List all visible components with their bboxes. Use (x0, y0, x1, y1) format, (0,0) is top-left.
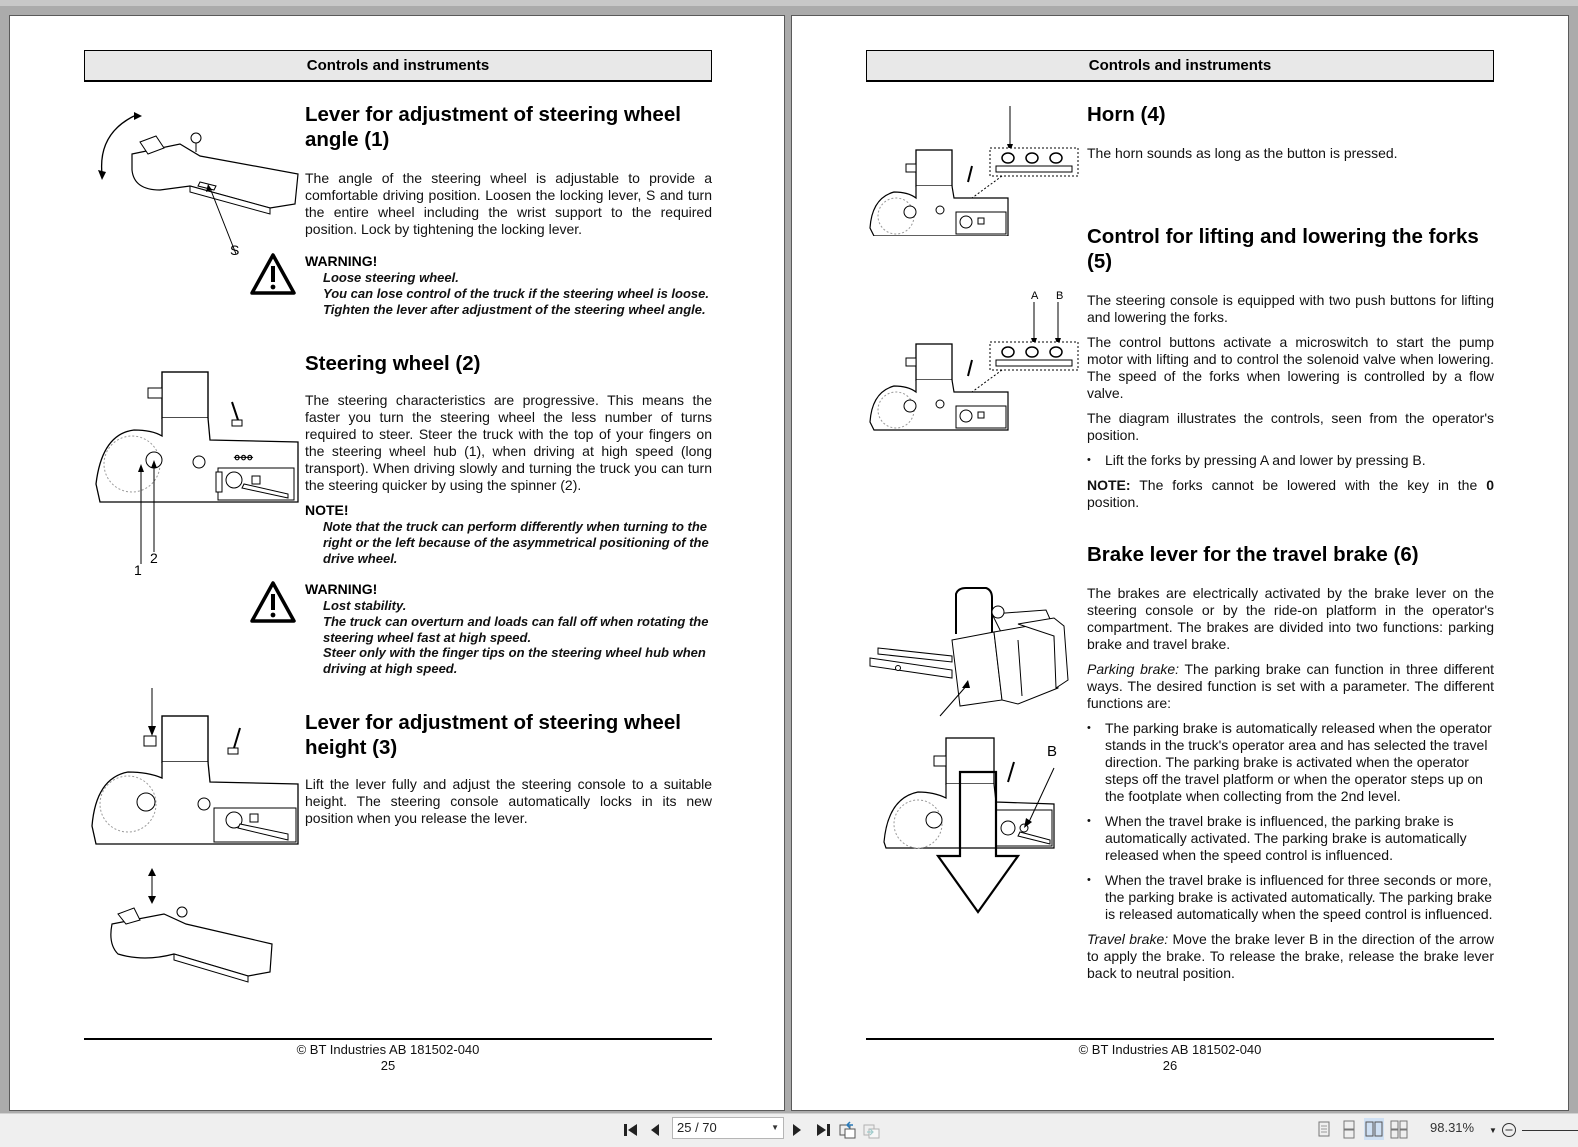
page-25 (9, 15, 785, 1111)
bullet-item: • The parking brake is automatically released when the operator stands in the truck's operator area and has selected the travel direction. The parking brake is activated when the operator steps off the travel platform or when the operator steps up on the footplate when collecting from the 2nd level. (1087, 720, 1494, 805)
svg-text:ꝋꝋꝋ: ꝋꝋꝋ (234, 452, 254, 462)
footer-copyright: © BT Industries AB 181502-040 (1078, 1042, 1262, 1057)
page-26 (791, 15, 1569, 1111)
note-title: NOTE! (305, 502, 349, 518)
two-page-view-button[interactable] (1364, 1118, 1384, 1140)
fork-control-figure (868, 302, 1080, 432)
next-view-button[interactable] (862, 1118, 882, 1142)
figure-label-b: B (1056, 290, 1064, 302)
fork-control-bullets (1087, 452, 1494, 469)
continuous-page-icon (1339, 1118, 1359, 1140)
section-title-steering-angle: Lever for adjustment of steering wheel angle (1) (305, 103, 681, 151)
next-page-button[interactable] (788, 1118, 806, 1142)
page-dropdown-icon[interactable]: ▼ (771, 1123, 779, 1132)
warning-title: WARNING! (305, 253, 378, 269)
continuous-view-button[interactable] (1339, 1118, 1359, 1140)
section-title-steering-wheel: Steering wheel (2) (305, 352, 481, 375)
last-page-button[interactable] (812, 1118, 834, 1142)
section-title-brake-lever: Brake lever for the travel brake (6) (1087, 543, 1419, 566)
next-view-icon (863, 1121, 881, 1139)
note-text: Note that the truck can perform differently when turning to the right or the left because of the asymmetrical positioning of the drive wheel. (323, 519, 709, 566)
steering-wheel-figure (92, 364, 302, 574)
two-page-continuous-icon (1389, 1118, 1409, 1140)
figure-label-1: 1 (134, 562, 142, 578)
steering-angle-figure (90, 104, 302, 274)
warning-text: Loose steering wheel. You can lose control of the truck if the steering wheel is loose. Tighten the lever after adjustment of the steering wheel angle. (323, 270, 709, 317)
first-page-button[interactable] (620, 1118, 642, 1142)
travel-brake-paragraph: Travel brake: Move the brake lever B in the direction of the arrow to apply the brake. To release the brake, release the brake lever back to neutral position. (1087, 931, 1494, 981)
figure-label-s: S (230, 242, 240, 258)
figure-label-a: A (1031, 290, 1039, 302)
bottom-toolbar (0, 1113, 1578, 1147)
section-body-steering-wheel: The steering characteristics are progressive. This means the faster you turn the steering wheel the less number of turns required to steer. Steer the truck with the top of your fingers on the steering wheel hub (1), when driving at high speed (long transport). When driving slowly and turning the truck you can turn the steering quicker by using the spinner (2). (305, 392, 712, 493)
last-page-icon (815, 1123, 831, 1137)
warning-icon (249, 580, 297, 624)
pallet-truck-figure (868, 584, 1078, 724)
section-title-horn: Horn (4) (1087, 103, 1166, 126)
footer-rule (866, 1038, 1494, 1040)
single-page-view-button[interactable] (1314, 1118, 1334, 1140)
section-body-brake-lever: The brakes are electrically activated by the brake lever on the steering console or by the ride-on platform in the operator's compartment. The brakes are divided into two functions: parking brake and travel brake. Parking brake: The parking brake can function in three different ways. The desired function is set with a parameter. The different functions are: • The parking brake is automatically released when the operator stands in the truck's operator area and has selected the travel direction. The parking brake is activated when the operator steps off the travel platform or when the operator steps up on the footplate when collecting from the 2nd level. • When the travel brake is influenced, the parking brake is automatically activated. The parking brake is automatically released when the speed control is influenced. • When the travel brake is influenced for three seconds or more, the parking brake is activated automatically. The parking brake is released automatically when the speed control is influenced. Travel brake: Move the brake lever B in the direction of the arrow to apply the brake. To release the brake, release the brake lever back to neutral position. (1087, 585, 1494, 990)
warning-text: Lost stability. The truck can overturn and loads can fall off when rotating the steering wheel fast at high speed. Steer only with the finger tips on the steering wheel hub when driving at high speed. (323, 598, 709, 677)
steering-height-arrow-figure (104, 868, 274, 986)
previous-page-button[interactable] (646, 1118, 664, 1142)
brake-lever-figure (878, 732, 1068, 922)
section-body-fork-control: The steering console is equipped with two push buttons for lifting and lowering the forks. The control buttons activate a microswitch to start the pump motor with lifting and to control the solenoid valve when lowering. The speed of the forks when lowering is controlled by a flow valve. The diagram illustrates the controls, seen from the operator's position. • Lift the forks by pressing A and lower by pressing B. NOTE: The forks cannot be lowered with the key in the 0 position. (1087, 292, 1494, 519)
section-body-horn: The horn sounds as long as the button is pressed. (1087, 145, 1398, 161)
horn-figure (868, 106, 1080, 236)
previous-view-button[interactable] (838, 1118, 858, 1142)
warning-title: WARNING! (305, 581, 378, 597)
footer-copyright: © BT Industries AB 181502-040 (296, 1042, 480, 1057)
page-number: 26 (1162, 1058, 1178, 1073)
bullet-item: • Lift the forks by pressing A and lower by pressing B. (1087, 452, 1494, 469)
section-title-steering-height: Lever for adjustment of steering wheel height (3) (305, 711, 681, 759)
zoom-out-button[interactable] (1500, 1118, 1518, 1142)
fork-note: NOTE: The forks cannot be lowered with the key in the 0 position. (1087, 477, 1494, 510)
two-page-icon (1364, 1118, 1384, 1140)
page-number-input[interactable]: 25 / 70 ▼ (672, 1117, 784, 1139)
figure-label-b: B (1047, 743, 1058, 760)
footer-rule (84, 1038, 712, 1040)
bullet-item: • When the travel brake is influenced, the parking brake is automatically activated. The parking brake is automatically released when the speed control is influenced. (1087, 813, 1494, 864)
section-body-steering-angle: The angle of the steering wheel is adjustable to provide a comfortable driving position. Loosen the locking lever, S and turn the entire wheel including the wrist support to the required position. Lock by tightening the locking lever. (305, 170, 712, 237)
zoom-level[interactable]: 98.31% (1430, 1120, 1475, 1135)
parking-brake-bullets (1087, 720, 1494, 923)
parking-brake-paragraph: Parking brake: The parking brake can function in three different ways. The desired function is set with a parameter. The different functions are: (1087, 661, 1494, 711)
page-number: 25 (380, 1058, 396, 1073)
section-body-steering-height: Lift the lever fully and adjust the steering console to a suitable height. The steering console automatically locks in its new position when you release the lever. (305, 776, 712, 826)
next-page-icon (792, 1123, 802, 1137)
zoom-out-icon (1501, 1122, 1517, 1138)
section-title-fork-control: Control for lifting and lowering the forks (5) (1087, 225, 1479, 273)
figure-label-2: 2 (150, 550, 158, 566)
steering-height-figure (88, 680, 302, 850)
bullet-item: • When the travel brake is influenced for three seconds or more, the parking brake is activated automatically. The parking brake is released automatically when the speed control is influenced. (1087, 872, 1494, 923)
page-header: Controls and instruments (866, 50, 1494, 82)
zoom-dropdown-button[interactable]: ▼ (1489, 1125, 1497, 1135)
previous-view-icon (839, 1121, 857, 1139)
first-page-icon (623, 1123, 639, 1137)
two-page-continuous-view-button[interactable] (1389, 1118, 1409, 1140)
page-header: Controls and instruments (84, 50, 712, 82)
zoom-slider[interactable] (1522, 1130, 1578, 1131)
single-page-icon (1314, 1118, 1334, 1140)
previous-page-icon (650, 1123, 660, 1137)
warning-icon (249, 252, 297, 296)
